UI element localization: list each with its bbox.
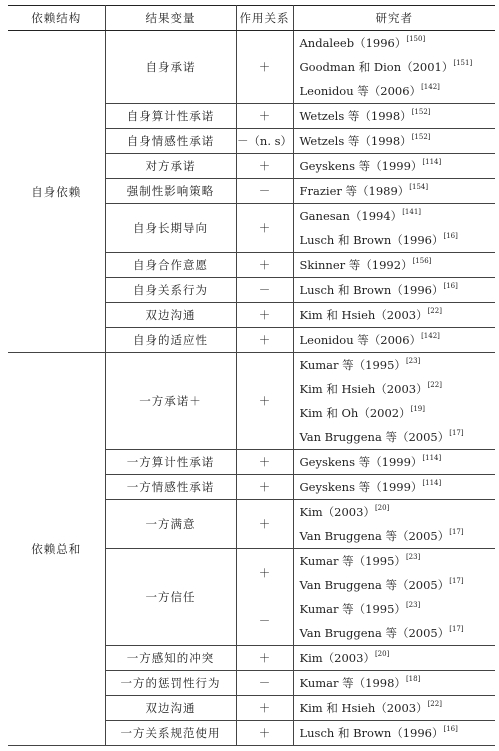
citation-number: [16] <box>443 725 458 733</box>
effect-cell <box>236 450 293 475</box>
citation-number: [114] <box>422 479 442 487</box>
citation-number: [150] <box>406 35 426 43</box>
reference-text: Van Bruggena 等（2005） <box>299 626 450 640</box>
result-variable-cell: 一方满意 <box>105 500 236 549</box>
header-variable: 结果变量 <box>105 6 236 31</box>
researchers-cell <box>293 253 495 278</box>
citation-number: [151] <box>453 59 473 67</box>
citation-number: [152] <box>411 133 431 141</box>
citation-number: [19] <box>410 405 425 413</box>
citation-number: [142] <box>421 83 440 91</box>
reference-line <box>300 475 496 499</box>
reference-text: Goodman 和 Dion（2001） <box>299 60 454 74</box>
reference-text: Kim 和 Hsieh（2003） <box>299 701 428 715</box>
reference-line <box>300 549 496 573</box>
reference-text: Kim（2003） <box>299 505 375 519</box>
table-body <box>8 31 495 746</box>
header-effect: 作用关系 <box>236 6 293 31</box>
effect-sign: ＋ <box>258 726 271 740</box>
reference-line <box>300 401 496 425</box>
effect-cell <box>236 500 293 549</box>
reference-line <box>300 573 496 597</box>
result-variable-cell: 对方承诺 <box>105 154 236 179</box>
reference-text: Leonidou 等（2006） <box>299 84 422 98</box>
reference-text: Kim（2003） <box>299 651 375 665</box>
reference-line <box>300 500 496 524</box>
citation-number: [114] <box>422 454 442 462</box>
result-variable-cell: 一方承诺＋ <box>105 353 236 450</box>
citation-number: [23] <box>405 601 421 609</box>
citation-number: [20] <box>374 650 390 658</box>
citation-number: [17] <box>449 625 464 633</box>
reference-line <box>300 179 496 203</box>
reference-line <box>300 278 496 302</box>
result-variable-cell: 一方算计性承诺 <box>105 450 236 475</box>
researchers-cell <box>293 179 495 204</box>
citation-number: [17] <box>449 577 464 585</box>
citation-number: [156] <box>412 257 432 265</box>
researchers-cell <box>293 204 495 253</box>
reference-line <box>300 671 496 695</box>
researchers-cell <box>293 328 495 353</box>
effect-sign: ＋ <box>258 60 271 74</box>
researchers-cell <box>293 129 495 154</box>
result-variable-cell: 自身的适应性 <box>105 328 236 353</box>
dependence-structure-cell: 依赖总和 <box>8 353 105 746</box>
reference-line <box>300 31 496 55</box>
reference-text: Geyskens 等（1999） <box>299 480 423 494</box>
result-variable-cell: 自身承诺 <box>105 31 236 104</box>
effect-cell <box>236 104 293 129</box>
citation-number: [22] <box>427 381 442 389</box>
researchers-cell <box>293 154 495 179</box>
effect-cell <box>236 253 293 278</box>
citation-number: [22] <box>427 307 442 315</box>
header-row <box>8 6 495 31</box>
reference-text: Van Bruggena 等（2005） <box>299 578 450 592</box>
citation-number: [16] <box>443 282 458 290</box>
reference-text: Kumar 等（1995） <box>299 554 406 568</box>
citation-number: [23] <box>405 553 421 561</box>
effect-cell <box>236 696 293 721</box>
reference-text: Kumar 等（1995） <box>299 602 406 616</box>
citation-number: [152] <box>411 108 431 116</box>
effect-sign: ＋ <box>258 517 271 531</box>
reference-line <box>300 79 496 103</box>
effect-cell <box>236 475 293 500</box>
effect-cell <box>236 646 293 671</box>
researchers-cell <box>293 278 495 303</box>
citation-number: [16] <box>443 232 458 240</box>
table-header <box>8 6 495 31</box>
table-row <box>8 353 495 450</box>
reference-text: Frazier 等（1989） <box>299 184 410 198</box>
reference-line <box>300 450 496 474</box>
reference-line <box>300 253 496 277</box>
citation-number: [22] <box>427 700 442 708</box>
effect-cell <box>236 671 293 696</box>
reference-line <box>300 377 496 401</box>
reference-line <box>300 204 496 228</box>
researchers-cell <box>293 646 495 671</box>
reference-text: Lusch 和 Brown（1996） <box>299 726 444 740</box>
effect-sign: ＋ <box>258 701 271 715</box>
effect-sign: ＋ <box>258 566 271 580</box>
effect-sign: － <box>258 676 271 690</box>
effect-sign: ＋ <box>258 333 271 347</box>
result-variable-cell: 自身长期导向 <box>105 204 236 253</box>
effect-sign: － <box>258 184 271 198</box>
reference-line <box>300 129 496 153</box>
reference-line <box>300 228 496 252</box>
reference-line <box>300 104 496 128</box>
result-variable-cell: 双边沟通 <box>105 696 236 721</box>
citation-number: [141] <box>402 208 422 216</box>
citation-number: [17] <box>449 528 464 536</box>
result-variable-cell: 双边沟通 <box>105 303 236 328</box>
reference-text: Lusch 和 Brown（1996） <box>299 283 444 297</box>
dependence-results-table <box>8 5 495 746</box>
researchers-cell <box>293 104 495 129</box>
dependence-structure-cell: 自身依赖 <box>8 31 105 353</box>
researchers-cell <box>293 671 495 696</box>
effect-cell <box>236 154 293 179</box>
effect-cell <box>236 278 293 303</box>
reference-text: Wetzels 等（1998） <box>299 134 412 148</box>
reference-text: Lusch 和 Brown（1996） <box>299 233 444 247</box>
reference-text: Geyskens 等（1999） <box>299 455 423 469</box>
result-variable-cell: 一方情感性承诺 <box>105 475 236 500</box>
reference-line <box>300 425 496 449</box>
reference-text: Kim 和 Oh（2002） <box>299 406 411 420</box>
researchers-cell <box>293 721 495 746</box>
reference-line <box>300 154 496 178</box>
reference-text: Skinner 等（1992） <box>299 258 413 272</box>
effect-sign: ＋ <box>258 258 271 272</box>
reference-line <box>300 597 496 621</box>
reference-text: Geyskens 等（1999） <box>299 159 423 173</box>
effect-sign: ＋ <box>258 394 271 408</box>
reference-text: Leonidou 等（2006） <box>299 333 422 347</box>
citation-number: [142] <box>421 332 440 340</box>
effect-sign: ＋ <box>258 159 271 173</box>
reference-line <box>300 55 496 79</box>
citation-number: [18] <box>405 675 421 683</box>
researchers-cell <box>293 500 495 549</box>
result-variable-cell: 强制性影响策略 <box>105 179 236 204</box>
researchers-cell <box>293 475 495 500</box>
result-variable-cell: 一方感知的冲突 <box>105 646 236 671</box>
citation-number: [20] <box>374 504 390 512</box>
effect-cell <box>236 204 293 253</box>
result-variable-cell: 自身情感性承诺 <box>105 129 236 154</box>
reference-line <box>300 696 496 720</box>
reference-line <box>300 328 496 352</box>
result-variable-cell: 一方的惩罚性行为 <box>105 671 236 696</box>
reference-text: Kumar 等（1995） <box>299 358 406 372</box>
result-variable-cell: 自身算计性承诺 <box>105 104 236 129</box>
reference-line <box>300 621 496 645</box>
table-row <box>8 31 495 104</box>
reference-text: Van Bruggena 等（2005） <box>299 430 450 444</box>
effect-sign: － <box>258 283 271 297</box>
reference-line <box>300 353 496 377</box>
table-container <box>8 5 495 746</box>
effect-sign: ＋ <box>258 651 271 665</box>
effect-cell <box>236 303 293 328</box>
reference-text: Kim 和 Hsieh（2003） <box>299 308 428 322</box>
reference-text: Van Bruggena 等（2005） <box>299 529 450 543</box>
effect-sign: －（n. s） <box>236 134 293 148</box>
citation-number: [23] <box>405 357 421 365</box>
researchers-cell <box>293 696 495 721</box>
effect-cell <box>236 549 293 646</box>
reference-text: Kumar 等（1998） <box>299 676 406 690</box>
effect-cell <box>236 721 293 746</box>
reference-text: Andaleeb（1996） <box>299 36 407 50</box>
effect-sign: ＋ <box>258 480 271 494</box>
effect-sign: ＋ <box>258 455 271 469</box>
researchers-cell <box>293 353 495 450</box>
researchers-cell <box>293 450 495 475</box>
effect-cell <box>236 353 293 450</box>
citation-number: [154] <box>409 183 429 191</box>
header-researchers: 研究者 <box>293 6 495 31</box>
researchers-cell <box>293 31 495 104</box>
effect-cell <box>236 179 293 204</box>
reference-text: Wetzels 等（1998） <box>299 109 412 123</box>
effect-cell <box>236 328 293 353</box>
effect-sign: ＋ <box>258 308 271 322</box>
effect-cell <box>236 129 293 154</box>
header-structure: 依赖结构 <box>8 6 105 31</box>
researchers-cell <box>293 549 495 646</box>
reference-line <box>300 721 496 745</box>
reference-line <box>300 524 496 548</box>
effect-sign: － <box>258 614 271 628</box>
reference-line <box>300 303 496 327</box>
reference-text: Ganesan（1994） <box>299 209 403 223</box>
result-variable-cell: 自身关系行为 <box>105 278 236 303</box>
citation-number: [17] <box>449 429 464 437</box>
result-variable-cell: 一方信任 <box>105 549 236 646</box>
effect-sign: ＋ <box>258 109 271 123</box>
result-variable-cell: 自身合作意愿 <box>105 253 236 278</box>
reference-line <box>300 646 496 670</box>
result-variable-cell: 一方关系规范使用 <box>105 721 236 746</box>
reference-text: Kim 和 Hsieh（2003） <box>299 382 428 396</box>
effect-sign: ＋ <box>258 221 271 235</box>
researchers-cell <box>293 303 495 328</box>
effect-cell <box>236 31 293 104</box>
citation-number: [114] <box>422 158 442 166</box>
